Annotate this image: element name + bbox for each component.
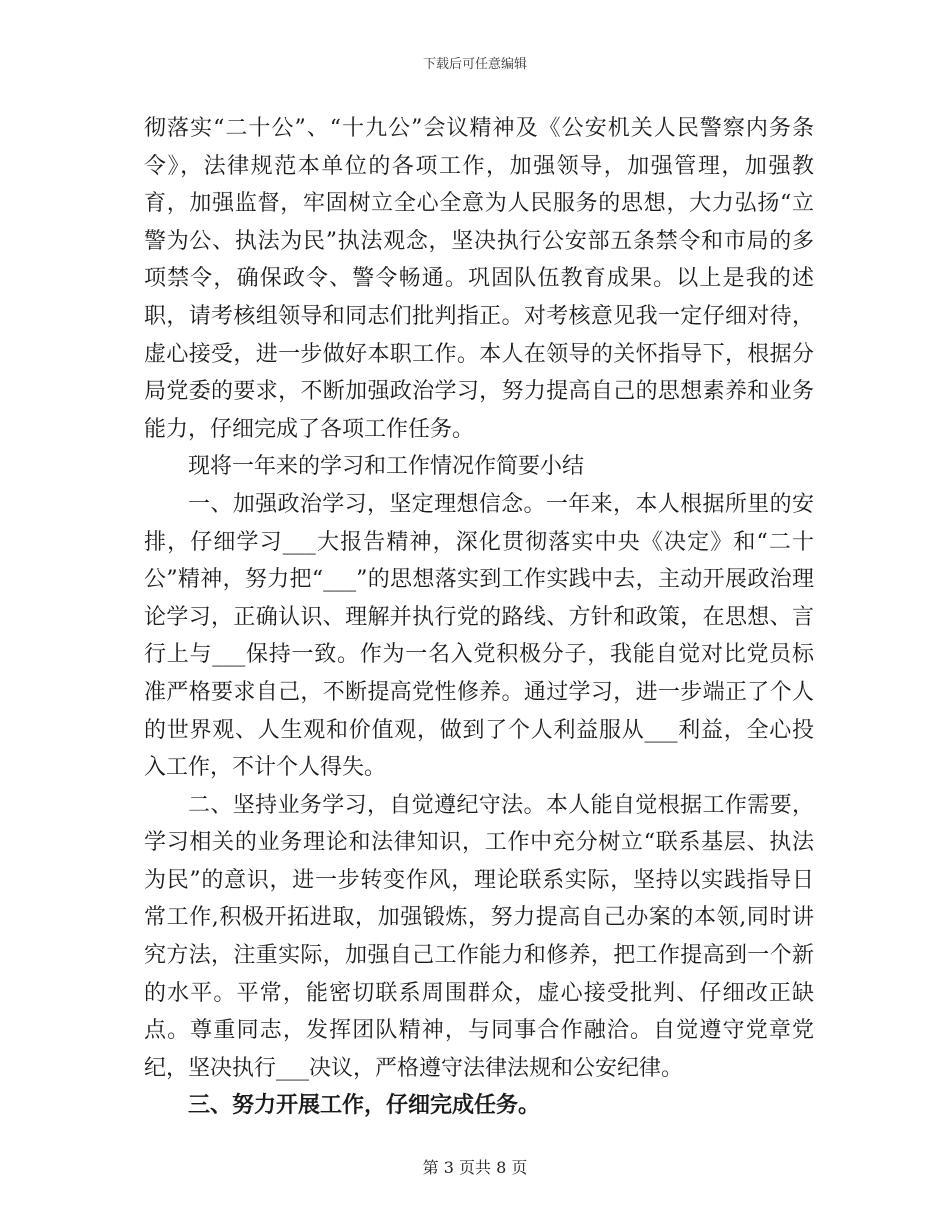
page-number-footer: 第 3 页共 8 页 — [422, 1158, 528, 1177]
paragraph-continuation: 彻落实“二十公”、“十九公”会议精神及《公安机关人民警察内务条令》，法律规范本单位的各项工作，加强领导，加强管理，加强教育，加强监督，牢固树立全心全意为人民服务的思想，大力弘扬“立警为公、执法为民”执法观念，坚决执行公安部五条禁令和市局的多项禁令，确保政令、警令畅通。巩固队伍教育成果。以上是我的述职，请考核组领导和同志们批判指正。对考核意见我一定仔细对待，虚心接受，进一步做好本职工作。本人在领导的关怀指导下，根据分局党委的要求，不断加强政治学习，努力提高自己的思想素养和业务能力，仔细完成了各项工作任务。 — [144, 116, 814, 442]
paragraph-summary-intro: 现将一年来的学习和工作情况作简要小结 — [188, 454, 585, 480]
section-three-heading: 三、努力开展工作，仔细完成任务。 — [188, 1092, 541, 1119]
document-body — [144, 110, 814, 1125]
paragraph-section-one: 一、加强政治学习，坚定理想信念。一年来，本人根据所里的安排，仔细学习___大报告精神，深化贯彻落实中央《决定》和“二十公”精神，努力把“___”的思想落实到工作实践中去，主动开展政治理论学习，正确认识、理解并执行党的路线、方针和政策，在思想、言行上与___保持一致。作为一名入党积极分子，我能自觉对比党员标准严格要求自己，不断提高党性修养。通过学习，进一步端正了个人的世界观、人生观和价值观，做到了个人利益服从___利益，全心投入工作，不计个人得失。 — [144, 491, 814, 781]
page-header-note: 下载后可任意编辑 — [422, 57, 527, 72]
paragraph-section-two: 二、坚持业务学习，自觉遵纪守法。本人能自觉根据工作需要，学习相关的业务理论和法律知识，工作中充分树立“联系基层、执法为民”的意识，进一步转变作风，理论联系实际，坚持以实践指导日常工作,积极开拓进取，加强锻炼，努力提高自己办案的本领,同时讲究方法，注重实际，加强自己工作能力和修养，把工作提高到一个新的水平。平常，能密切联系周围群众，虚心接受批判、仔细改正缺点。尊重同志，发挥团队精神，与同事合作融洽。自觉遵守党章党纪，坚决执行___决议，严格遵守法律法规和公安纪律。 — [144, 792, 814, 1081]
